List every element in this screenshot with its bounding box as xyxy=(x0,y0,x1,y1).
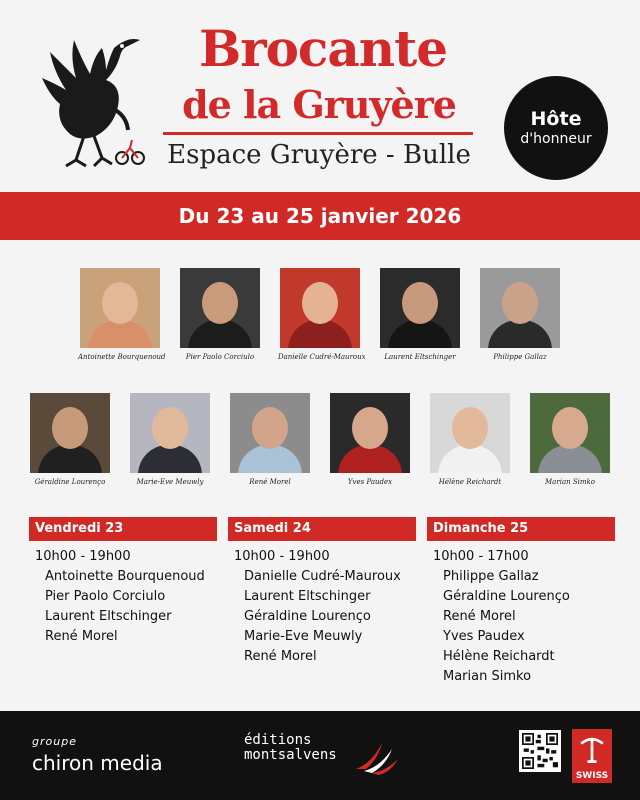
author-list xyxy=(29,567,217,647)
guest-photo xyxy=(530,393,610,473)
montsalvens-wing-icon xyxy=(352,729,400,777)
crossbow-icon xyxy=(572,731,612,767)
day-hours: 10h00 - 19h00 xyxy=(35,549,131,564)
guest-card xyxy=(78,268,166,363)
guest-card xyxy=(228,393,312,488)
guest-card xyxy=(328,393,412,488)
badge-line2: d'honneur xyxy=(520,131,592,147)
title-de-la-gruyere: de la Gruyère xyxy=(182,82,456,127)
list-item: Géraldine Lourenço xyxy=(244,609,371,624)
list-item: René Morel xyxy=(45,629,118,644)
schedule-day xyxy=(29,517,217,647)
title-divider xyxy=(163,132,473,135)
day-heading: Vendredi 23 xyxy=(29,517,217,541)
chiron-media-logo: chiron media xyxy=(32,751,163,775)
guest-card xyxy=(128,393,212,488)
guest-name: Philippe Gallaz xyxy=(493,353,547,361)
list-item: René Morel xyxy=(443,609,516,624)
guest-card xyxy=(378,268,462,363)
guest-name: René Morel xyxy=(249,478,291,486)
editions-label: éditions xyxy=(244,732,312,748)
guest-row-1 xyxy=(0,268,640,388)
guest-photo xyxy=(480,268,560,348)
author-list xyxy=(427,567,615,687)
groupe-label: groupe xyxy=(32,735,77,748)
guest-photo xyxy=(330,393,410,473)
day-heading: Samedi 24 xyxy=(228,517,416,541)
list-item: Hélène Reichardt xyxy=(443,649,555,664)
guest-of-honour-badge xyxy=(504,76,608,180)
guest-name: Hélène Reichardt xyxy=(438,478,502,486)
qr-code-icon[interactable] xyxy=(519,730,561,772)
footer xyxy=(0,711,640,800)
guest-name: Yves Paudex xyxy=(347,478,393,486)
badge-line1: Hôte xyxy=(530,108,582,130)
day-hours: 10h00 - 19h00 xyxy=(234,549,330,564)
guest-photo xyxy=(30,393,110,473)
list-item: Laurent Eltschinger xyxy=(244,589,371,604)
list-item: Pier Paolo Corciulo xyxy=(45,589,166,604)
list-item: Yves Paudex xyxy=(443,629,525,644)
list-item: Marie-Eve Meuwly xyxy=(244,629,363,644)
title-brocante: Brocante xyxy=(198,19,448,78)
guest-name: Danielle Cudré-Mauroux xyxy=(278,353,366,361)
list-item: Danielle Cudré-Mauroux xyxy=(244,569,401,584)
guest-name: Géraldine Lourenço xyxy=(34,478,106,486)
montsalvens-label: montsalvens xyxy=(244,747,337,763)
guest-photo xyxy=(130,393,210,473)
schedule-day xyxy=(427,517,615,687)
list-item: Géraldine Lourenço xyxy=(443,589,570,604)
guest-card xyxy=(178,268,262,363)
guest-card xyxy=(428,393,512,488)
guest-name: Antoinette Bourquenoud xyxy=(78,353,166,361)
schedule-day xyxy=(228,517,416,667)
guest-name: Marie-Eve Meuwly xyxy=(136,478,204,486)
author-list xyxy=(228,567,416,667)
header xyxy=(0,0,640,192)
guest-photo xyxy=(280,268,360,348)
list-item: René Morel xyxy=(244,649,317,664)
guest-card xyxy=(28,393,112,488)
guest-photo xyxy=(180,268,260,348)
guest-name: Marian Simko xyxy=(545,478,595,486)
guest-photo xyxy=(430,393,510,473)
guest-photo xyxy=(380,268,460,348)
list-item: Marian Simko xyxy=(443,669,532,684)
guest-card xyxy=(278,268,366,363)
day-hours: 10h00 - 17h00 xyxy=(433,549,529,564)
swiss-text: SWISS xyxy=(575,771,609,781)
guest-photo xyxy=(230,393,310,473)
list-item: Antoinette Bourquenoud xyxy=(45,569,205,584)
guest-row-2 xyxy=(0,393,640,513)
guest-card xyxy=(528,393,612,488)
list-item: Philippe Gallaz xyxy=(443,569,539,584)
day-heading: Dimanche 25 xyxy=(427,517,615,541)
bird-logo-icon xyxy=(36,26,148,176)
guest-photo xyxy=(80,268,160,348)
guest-name: Pier Paolo Corciulo xyxy=(185,353,255,361)
venue-subtitle: Espace Gruyère - Bulle xyxy=(167,140,471,170)
guest-name: Laurent Eltschinger xyxy=(384,353,456,361)
list-item: Laurent Eltschinger xyxy=(45,609,172,624)
swiss-label-badge xyxy=(572,729,612,783)
guest-card xyxy=(478,268,562,363)
date-banner: Du 23 au 25 janvier 2026 xyxy=(0,192,640,240)
